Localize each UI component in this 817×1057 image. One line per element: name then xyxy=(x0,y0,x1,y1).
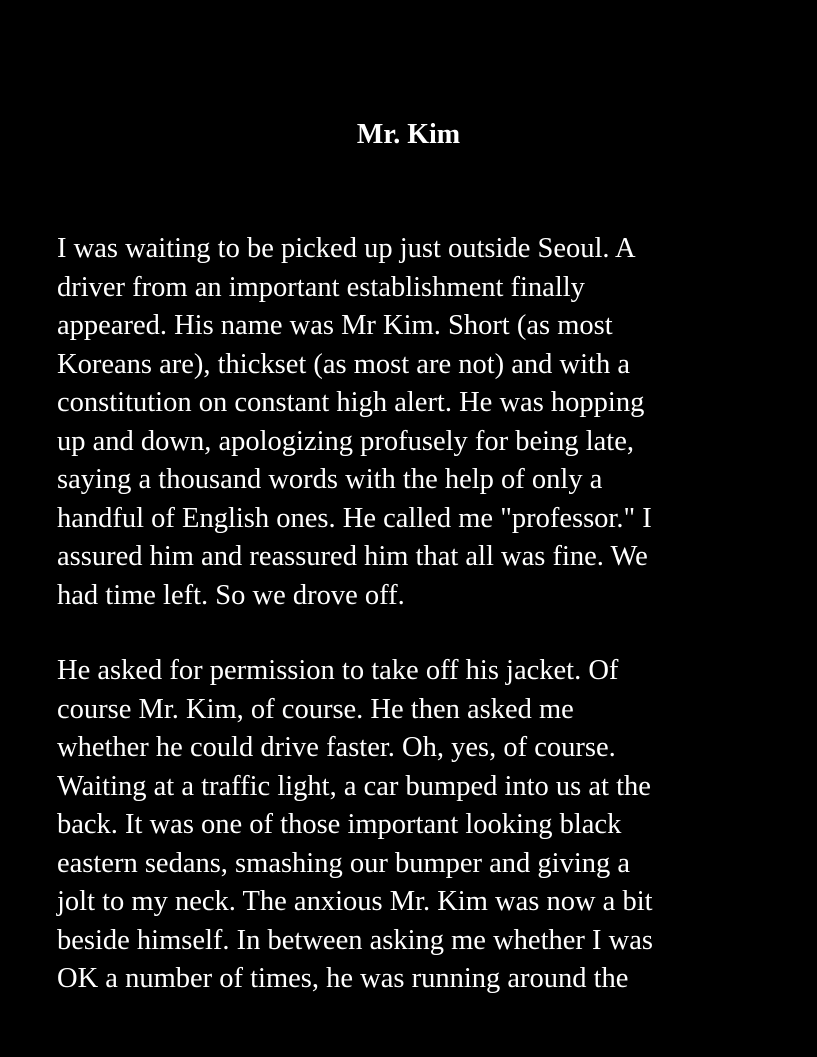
text-line: constitution on constant high alert. He was hopping xyxy=(57,387,645,418)
text-line: handful of English ones. He called me "professor." I xyxy=(57,502,652,534)
text-line: whether he could drive faster. Oh, yes, of course. xyxy=(57,732,616,763)
page-title: Mr. Kim xyxy=(356,119,461,150)
text-line: jolt to my neck. The anxious Mr. Kim was now a bit xyxy=(57,886,653,917)
text-line: eastern sedans, smashing our bumper and giving a xyxy=(57,847,631,879)
text-line: beside himself. In between asking me whether I was xyxy=(57,924,653,956)
text-line: back. It was one of those important looking black xyxy=(57,809,622,840)
text-line: Waiting at a traffic light, a car bumped into us at the xyxy=(57,770,651,802)
text-line: OK a number of times, he was running around the xyxy=(57,963,629,994)
text-line: up and down, apologizing profusely for being late, xyxy=(57,425,634,457)
text-line: He asked for permission to take off his jacket. Of xyxy=(57,655,619,686)
text-line: Koreans are), thickset (as most are not) and with a xyxy=(57,348,630,380)
text-line: saying a thousand words with the help of only a xyxy=(57,464,603,495)
text-line: had time left. So we drove off. xyxy=(57,579,405,611)
text-line: assured him and reassured him that all was fine. We xyxy=(57,541,648,572)
paragraph-2 xyxy=(57,652,777,999)
text-line: course Mr. Kim, of course. He then asked me xyxy=(57,693,574,725)
text-line: driver from an important establishment finally xyxy=(57,271,585,303)
paragraph-1 xyxy=(57,230,777,615)
text-line: I was waiting to be picked up just outside Seoul. A xyxy=(57,233,636,264)
text-line: appeared. His name was Mr Kim. Short (as most xyxy=(57,310,613,341)
